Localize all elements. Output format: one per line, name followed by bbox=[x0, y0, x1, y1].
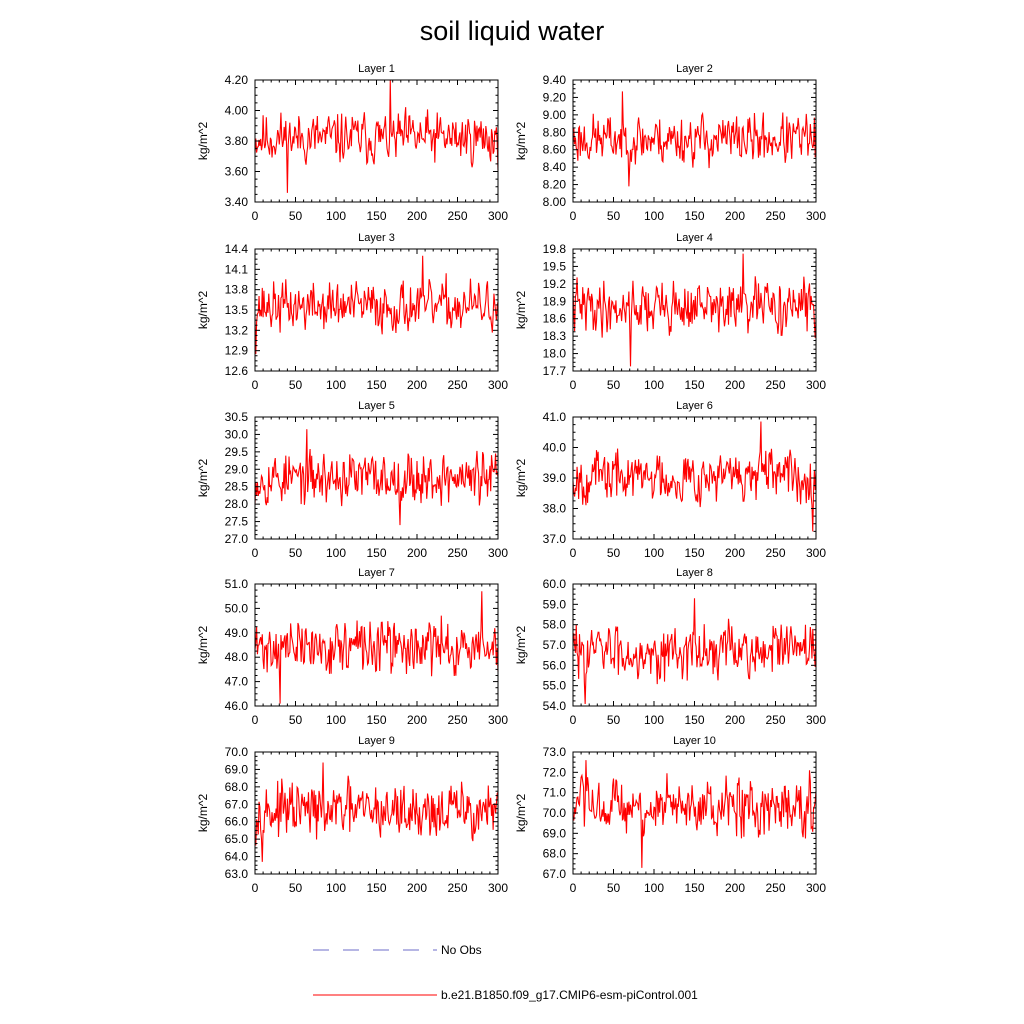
y-tick-label: 69.0 bbox=[224, 762, 248, 777]
series-line bbox=[255, 429, 498, 525]
x-tick-label: 150 bbox=[366, 546, 387, 560]
y-tick-label: 18.0 bbox=[542, 346, 566, 361]
y-tick-label: 30.5 bbox=[224, 410, 248, 424]
x-tick-label: 250 bbox=[447, 378, 468, 392]
panel-layer-5 bbox=[196, 400, 508, 560]
y-tick-label: 3.40 bbox=[224, 195, 248, 209]
x-tick-label: 0 bbox=[569, 881, 577, 895]
x-tick-label: 200 bbox=[406, 881, 428, 895]
y-tick-label: 37.0 bbox=[542, 532, 566, 546]
x-tick-label: 50 bbox=[606, 713, 621, 727]
series-line bbox=[573, 598, 816, 704]
x-tick-label: 100 bbox=[643, 209, 665, 223]
y-tick-label: 63.0 bbox=[224, 867, 248, 881]
y-axis-label: kg/m^2 bbox=[514, 625, 528, 665]
y-tick-label: 13.8 bbox=[224, 282, 248, 297]
y-tick-label: 3.60 bbox=[224, 164, 248, 179]
y-tick-label: 4.20 bbox=[224, 73, 248, 87]
series-line bbox=[255, 762, 498, 861]
x-tick-label: 250 bbox=[447, 546, 468, 560]
panel-layer-4 bbox=[514, 232, 826, 392]
panel-layer-10 bbox=[514, 735, 826, 895]
y-tick-label: 66.0 bbox=[224, 814, 248, 829]
panel-layer-3 bbox=[196, 232, 508, 392]
x-tick-label: 150 bbox=[366, 881, 387, 895]
x-tick-label: 200 bbox=[724, 209, 746, 223]
x-tick-label: 200 bbox=[406, 546, 428, 560]
y-tick-label: 28.0 bbox=[224, 497, 248, 512]
y-tick-label: 14.4 bbox=[224, 242, 248, 256]
panel-layer-2 bbox=[514, 63, 826, 223]
y-tick-label: 8.40 bbox=[542, 160, 566, 175]
y-axis-label: kg/m^2 bbox=[196, 290, 210, 330]
y-tick-label: 60.0 bbox=[542, 577, 566, 591]
x-tick-label: 300 bbox=[805, 378, 827, 392]
y-tick-label: 69.0 bbox=[542, 826, 566, 841]
panel-layer-7 bbox=[196, 567, 508, 727]
y-tick-label: 58.0 bbox=[542, 617, 566, 632]
panel-title: Layer 6 bbox=[676, 400, 713, 412]
x-tick-label: 100 bbox=[643, 713, 665, 727]
x-tick-label: 200 bbox=[724, 713, 746, 727]
y-axis-label: kg/m^2 bbox=[514, 458, 528, 498]
x-tick-label: 0 bbox=[251, 209, 259, 223]
panel-layer-9 bbox=[196, 735, 508, 895]
y-tick-label: 19.5 bbox=[542, 259, 566, 274]
y-tick-label: 13.2 bbox=[224, 323, 248, 338]
x-tick-label: 0 bbox=[251, 378, 259, 392]
y-tick-label: 8.60 bbox=[542, 142, 566, 157]
x-tick-label: 150 bbox=[684, 378, 705, 392]
x-tick-label: 50 bbox=[288, 546, 303, 560]
x-tick-label: 150 bbox=[684, 881, 705, 895]
x-tick-label: 300 bbox=[487, 209, 509, 223]
x-tick-label: 300 bbox=[805, 546, 827, 560]
x-tick-label: 50 bbox=[288, 713, 303, 727]
y-tick-label: 56.0 bbox=[542, 658, 566, 673]
series-line bbox=[573, 254, 816, 367]
y-tick-label: 46.0 bbox=[224, 699, 248, 713]
x-tick-label: 250 bbox=[765, 881, 786, 895]
y-tick-label: 72.0 bbox=[542, 765, 566, 780]
x-tick-label: 100 bbox=[325, 881, 347, 895]
x-tick-label: 0 bbox=[251, 713, 259, 727]
y-tick-label: 13.5 bbox=[224, 303, 248, 317]
x-tick-label: 100 bbox=[643, 378, 665, 392]
legend bbox=[313, 943, 698, 1002]
x-tick-label: 100 bbox=[325, 209, 347, 223]
y-axis-label: kg/m^2 bbox=[196, 625, 210, 665]
y-tick-label: 71.0 bbox=[542, 785, 566, 800]
panel-title: Layer 1 bbox=[358, 63, 395, 75]
x-tick-label: 300 bbox=[805, 713, 827, 727]
series-line bbox=[573, 760, 816, 868]
y-tick-label: 68.0 bbox=[542, 846, 566, 861]
x-tick-label: 300 bbox=[805, 209, 827, 223]
panels bbox=[196, 63, 826, 895]
y-tick-label: 54.0 bbox=[542, 699, 566, 713]
y-tick-label: 41.0 bbox=[542, 410, 566, 424]
x-tick-label: 300 bbox=[487, 546, 509, 560]
y-tick-label: 27.0 bbox=[224, 532, 248, 546]
y-tick-label: 19.8 bbox=[542, 242, 566, 256]
x-tick-label: 0 bbox=[251, 546, 259, 560]
y-tick-label: 18.9 bbox=[542, 294, 566, 309]
x-tick-label: 100 bbox=[325, 546, 347, 560]
series-line bbox=[255, 80, 498, 193]
y-axis-label: kg/m^2 bbox=[196, 458, 210, 498]
y-tick-label: 73.0 bbox=[542, 745, 566, 759]
y-tick-label: 14.1 bbox=[224, 262, 248, 277]
x-tick-label: 300 bbox=[487, 881, 509, 895]
y-tick-label: 9.40 bbox=[542, 73, 566, 87]
x-tick-label: 150 bbox=[684, 209, 705, 223]
x-tick-label: 250 bbox=[765, 713, 786, 727]
x-tick-label: 100 bbox=[643, 546, 665, 560]
x-tick-label: 150 bbox=[366, 209, 387, 223]
x-tick-label: 100 bbox=[325, 713, 347, 727]
y-tick-label: 18.3 bbox=[542, 329, 566, 344]
x-tick-label: 150 bbox=[684, 546, 705, 560]
x-tick-label: 300 bbox=[805, 881, 827, 895]
panel-layer-1 bbox=[196, 63, 508, 223]
y-tick-label: 9.00 bbox=[542, 107, 566, 122]
x-tick-label: 150 bbox=[366, 378, 387, 392]
x-tick-label: 200 bbox=[406, 713, 428, 727]
y-tick-label: 29.5 bbox=[224, 444, 248, 459]
y-axis-label: kg/m^2 bbox=[196, 121, 210, 161]
panel-title: Layer 7 bbox=[358, 567, 395, 579]
series-line bbox=[573, 91, 816, 186]
y-tick-label: 65.0 bbox=[224, 832, 248, 847]
x-tick-label: 200 bbox=[406, 378, 428, 392]
y-axis-label: kg/m^2 bbox=[514, 793, 528, 833]
y-tick-label: 27.5 bbox=[224, 514, 248, 529]
x-tick-label: 250 bbox=[765, 378, 786, 392]
x-tick-label: 50 bbox=[606, 881, 621, 895]
panel-title: Layer 5 bbox=[358, 400, 395, 412]
x-tick-label: 250 bbox=[447, 713, 468, 727]
x-tick-label: 0 bbox=[569, 546, 577, 560]
y-tick-label: 47.0 bbox=[224, 674, 248, 689]
y-tick-label: 18.6 bbox=[542, 311, 566, 326]
y-tick-label: 67.0 bbox=[542, 867, 566, 881]
y-tick-label: 17.7 bbox=[542, 364, 566, 378]
series-line bbox=[255, 256, 498, 354]
y-tick-label: 3.80 bbox=[224, 134, 248, 148]
panel-title: Layer 2 bbox=[676, 63, 713, 75]
y-tick-label: 4.00 bbox=[224, 103, 248, 118]
y-tick-label: 9.20 bbox=[542, 90, 566, 105]
x-tick-label: 50 bbox=[288, 209, 303, 223]
x-tick-label: 300 bbox=[487, 713, 509, 727]
y-tick-label: 28.5 bbox=[224, 479, 248, 494]
y-tick-label: 38.0 bbox=[542, 501, 566, 516]
x-tick-label: 0 bbox=[569, 713, 577, 727]
x-tick-label: 0 bbox=[251, 881, 259, 895]
x-tick-label: 200 bbox=[724, 378, 746, 392]
x-tick-label: 150 bbox=[684, 713, 705, 727]
y-tick-label: 51.0 bbox=[224, 577, 248, 591]
y-tick-label: 8.00 bbox=[542, 195, 566, 209]
x-tick-label: 0 bbox=[569, 378, 577, 392]
x-tick-label: 200 bbox=[406, 209, 428, 223]
y-tick-label: 8.80 bbox=[542, 125, 566, 140]
x-tick-label: 200 bbox=[724, 881, 746, 895]
y-tick-label: 48.0 bbox=[224, 650, 248, 665]
x-tick-label: 150 bbox=[366, 713, 387, 727]
panel-title: Layer 8 bbox=[676, 567, 713, 579]
y-tick-label: 49.0 bbox=[224, 625, 248, 640]
y-tick-label: 40.0 bbox=[542, 440, 566, 455]
x-tick-label: 50 bbox=[288, 378, 303, 392]
x-tick-label: 0 bbox=[569, 209, 577, 223]
x-tick-label: 300 bbox=[487, 378, 509, 392]
y-tick-label: 29.0 bbox=[224, 462, 248, 477]
y-tick-label: 12.6 bbox=[224, 364, 248, 378]
panel-layer-6 bbox=[514, 400, 826, 560]
y-tick-label: 70.0 bbox=[224, 745, 248, 759]
y-tick-label: 50.0 bbox=[224, 601, 248, 616]
x-tick-label: 100 bbox=[325, 378, 347, 392]
y-axis-label: kg/m^2 bbox=[514, 290, 528, 330]
panel-title: Layer 4 bbox=[676, 232, 713, 244]
x-tick-label: 50 bbox=[288, 881, 303, 895]
y-tick-label: 57.0 bbox=[542, 638, 566, 652]
y-tick-label: 12.9 bbox=[224, 343, 248, 358]
x-tick-label: 250 bbox=[765, 546, 786, 560]
y-tick-label: 67.0 bbox=[224, 797, 248, 812]
x-tick-label: 250 bbox=[447, 209, 468, 223]
y-tick-label: 70.0 bbox=[542, 806, 566, 820]
x-tick-label: 50 bbox=[606, 378, 621, 392]
y-tick-label: 59.0 bbox=[542, 597, 566, 612]
y-axis-label: kg/m^2 bbox=[196, 793, 210, 833]
y-tick-label: 8.20 bbox=[542, 177, 566, 192]
x-tick-label: 50 bbox=[606, 209, 621, 223]
plot-frame bbox=[255, 584, 498, 706]
x-tick-label: 200 bbox=[724, 546, 746, 560]
x-tick-label: 250 bbox=[447, 881, 468, 895]
y-tick-label: 30.0 bbox=[224, 427, 248, 442]
series-line bbox=[255, 591, 498, 703]
panel-title: Layer 9 bbox=[358, 735, 395, 747]
y-tick-label: 64.0 bbox=[224, 849, 248, 864]
panel-title: Layer 3 bbox=[358, 232, 395, 244]
y-axis-label: kg/m^2 bbox=[514, 121, 528, 161]
y-tick-label: 55.0 bbox=[542, 678, 566, 693]
x-tick-label: 250 bbox=[765, 209, 786, 223]
legend-label-model: b.e21.B1850.f09_g17.CMIP6-esm-piControl.001 bbox=[441, 988, 698, 1002]
x-tick-label: 50 bbox=[606, 546, 621, 560]
x-tick-label: 100 bbox=[643, 881, 665, 895]
figure-title: soil liquid water bbox=[419, 16, 605, 46]
series-line bbox=[573, 422, 816, 532]
panel-layer-8 bbox=[514, 567, 826, 727]
panel-title: Layer 10 bbox=[673, 735, 716, 747]
y-tick-label: 68.0 bbox=[224, 779, 248, 794]
y-tick-label: 19.2 bbox=[542, 276, 566, 291]
legend-label-no-obs: No Obs bbox=[441, 943, 482, 957]
y-tick-label: 39.0 bbox=[542, 471, 566, 485]
